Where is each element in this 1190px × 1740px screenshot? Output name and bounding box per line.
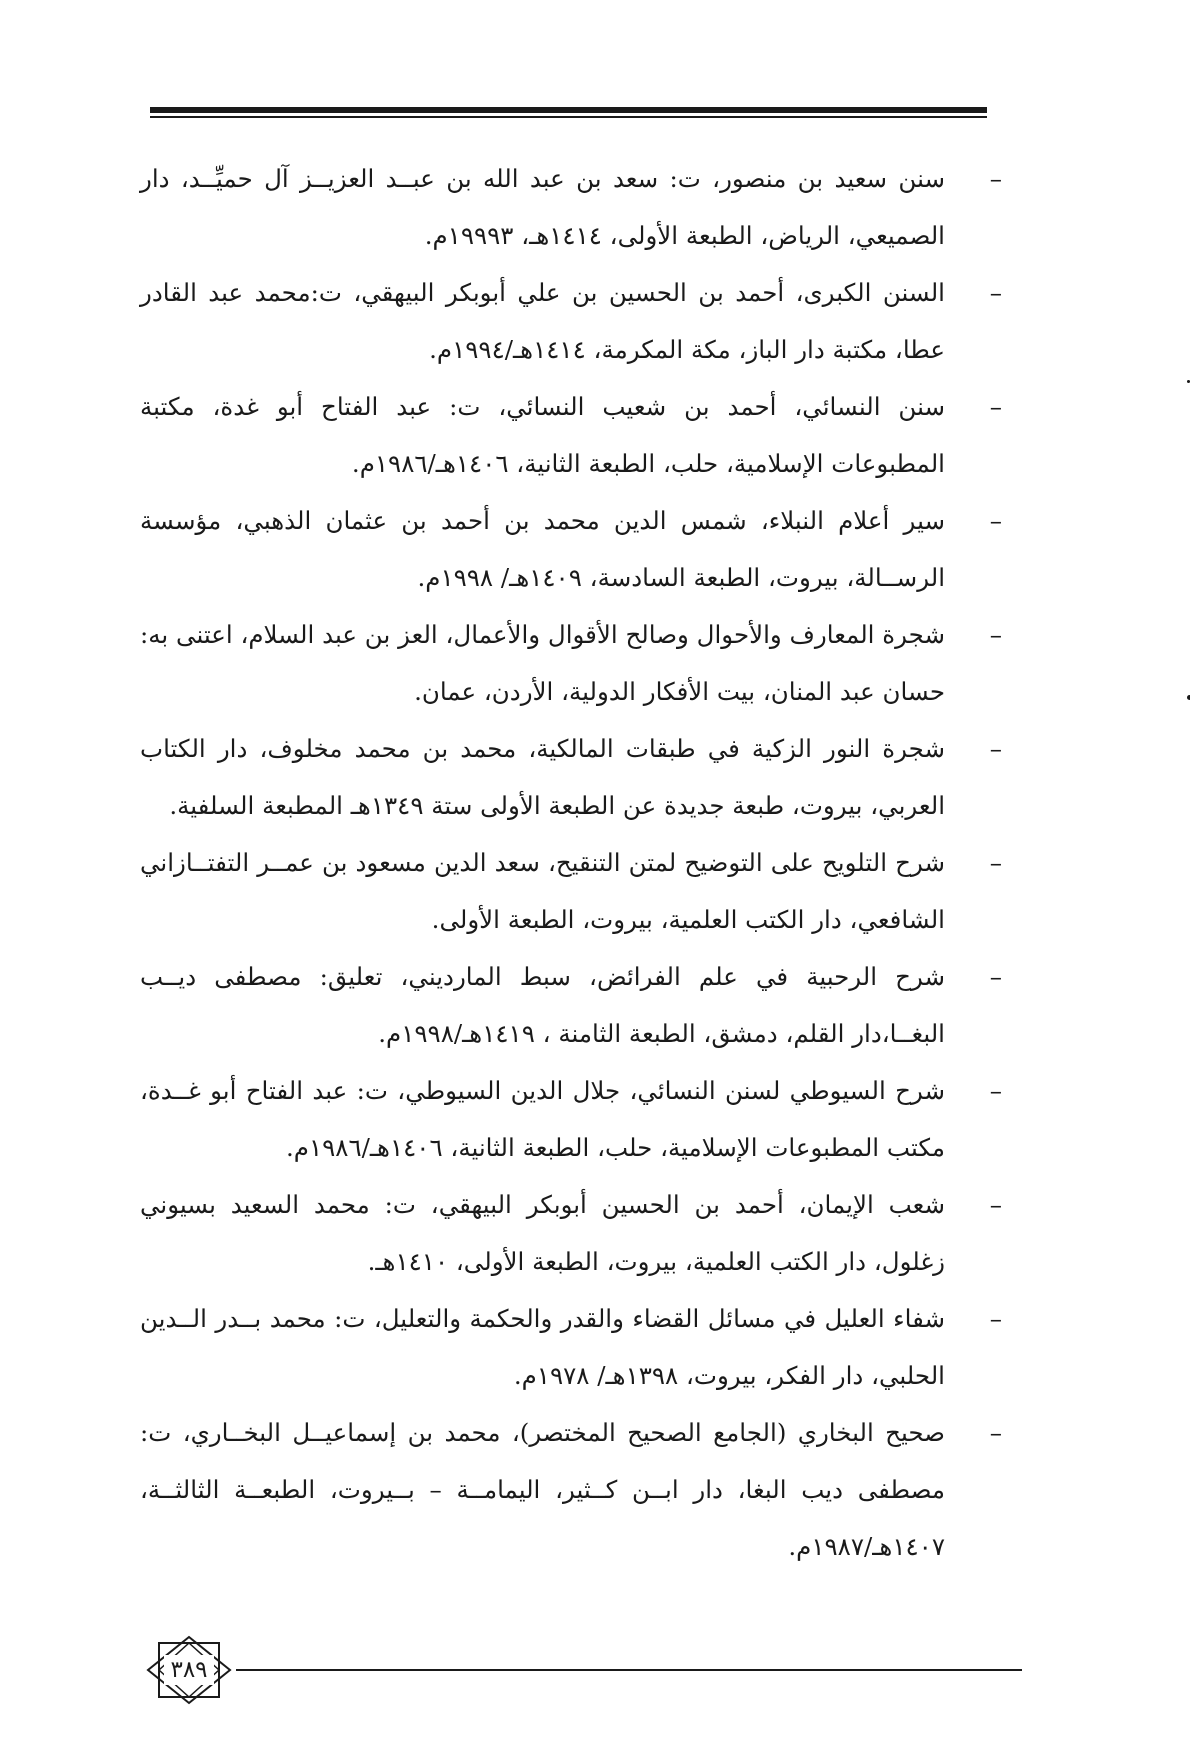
- entry-text: شجرة المعارف والأحوال وصالح الأقوال والأعمال، العز بن عبد السلام، اعتنى به: حسان عبد المنان، بيت الأفكار الدولية، الأردن، عمان.: [140, 620, 945, 706]
- header-rule-thin: [150, 116, 987, 118]
- bibliography-entry: [140, 834, 1002, 948]
- bibliography-entry: [140, 1062, 1002, 1176]
- entry-dash: –: [989, 1304, 1002, 1333]
- bibliography-entry: [140, 150, 1002, 264]
- entry-text: سنن سعيد بن منصور، ت: سعد بن عبد الله بن عبــد العزيــز آل حميِّــد، دار الصميعي، الرياض، الطبعة الأولى، ١٤١٤هـ، ١٩٩٩٣م.: [140, 164, 945, 250]
- bibliography-entry: [140, 1176, 1002, 1290]
- bibliography-entry: [140, 1404, 1002, 1575]
- entry-dash: –: [989, 1190, 1002, 1219]
- bibliography-entry: [140, 492, 1002, 606]
- entry-text: شرح الرحبية في علم الفرائض، سبط المارديني، تعليق: مصطفى ديــب البغــا،دار القلم، دمشق، الطبعة الثامنة ، ١٤١٩هـ/١٩٩٨م.: [140, 962, 945, 1048]
- entry-dash: –: [989, 1076, 1002, 1105]
- entry-text: سير أعلام النبلاء، شمس الدين محمد بن أحمد بن عثمان الذهبي، مؤسسة الرســالة، بيروت، الطبعة السادسة، ١٤٠٩هـ/ ١٩٩٨م.: [140, 506, 945, 592]
- entry-dash: –: [989, 278, 1002, 307]
- bibliography-entry: [140, 720, 1002, 834]
- bibliography-entry: [140, 1290, 1002, 1404]
- entry-text: السنن الكبرى، أحمد بن الحسين بن علي أبوبكر البيهقي، ت:محمد عبد القادر عطا، مكتبة دار الباز، مكة المكرمة، ١٤١٤هـ/١٩٩٤م.: [140, 278, 945, 364]
- entry-text: شرح السيوطي لسنن النسائي، جلال الدين السيوطي، ت: عبد الفتاح أبو غــدة، مكتب المطبوعات الإسلامية، حلب، الطبعة الثانية، ١٤٠٦هـ/١٩٨٦م.: [140, 1076, 945, 1162]
- entry-text: شفاء العليل في مسائل القضاء والقدر والحكمة والتعليل، ت: محمد بــدر الــدين الحلبي، دار الفكر، بيروت، ١٣٩٨هـ/ ١٩٧٨م.: [140, 1304, 945, 1390]
- entry-text: شجرة النور الزكية في طبقات المالكية، محمد بن محمد مخلوف، دار الكتاب العربي، بيروت، طبعة جديدة عن الطبعة الأولى ستة ١٣٤٩هـ المطبعة السلفية.: [140, 734, 945, 820]
- entry-dash: –: [989, 506, 1002, 535]
- entry-dash: –: [989, 962, 1002, 991]
- entry-text: شرح التلويح على التوضيح لمتن التنقيح، سعد الدين مسعود بن عمــر التفتــازاني الشافعي، دار الكتب العلمية، بيروت، الطبعة الأولى.: [140, 848, 945, 934]
- entry-dash: –: [989, 1418, 1002, 1447]
- bibliography-entry: [140, 948, 1002, 1062]
- entry-dash: –: [989, 848, 1002, 877]
- entry-text: سنن النسائي، أحمد بن شعيب النسائي، ت: عبد الفتاح أبو غدة، مكتبة المطبوعات الإسلامية، حلب، الطبعة الثانية، ١٤٠٦هـ/١٩٨٦م.: [140, 392, 945, 478]
- bibliography-list: [140, 150, 1002, 1575]
- bibliography-entry: [140, 378, 1002, 492]
- footer-rule: [236, 1669, 1022, 1671]
- header-rule-thick: [150, 107, 987, 113]
- page-number: ٣٨٩: [170, 1657, 208, 1683]
- entry-dash: –: [989, 620, 1002, 649]
- entry-dash: –: [989, 164, 1002, 193]
- bibliography-entry: [140, 606, 1002, 720]
- entry-text: صحيح البخاري (الجامع الصحيح المختصر)، محمد بن إسماعيــل البخــاري، ت: مصطفى ديب البغا، دار ابــن كــثير، اليمامــة – بــيروت، الطبعــة الثالثــة، ١٤٠٧هـ/١٩٨٧م.: [140, 1418, 945, 1561]
- entry-dash: –: [989, 392, 1002, 421]
- entry-text: شعب الإيمان، أحمد بن الحسين أبوبكر البيهقي، ت: محمد السعيد بسيوني زغلول، دار الكتب العلمية، بيروت، الطبعة الأولى، ١٤١٠هـ.: [140, 1190, 945, 1276]
- entry-dash: –: [989, 734, 1002, 763]
- bibliography-entry: [140, 264, 1002, 378]
